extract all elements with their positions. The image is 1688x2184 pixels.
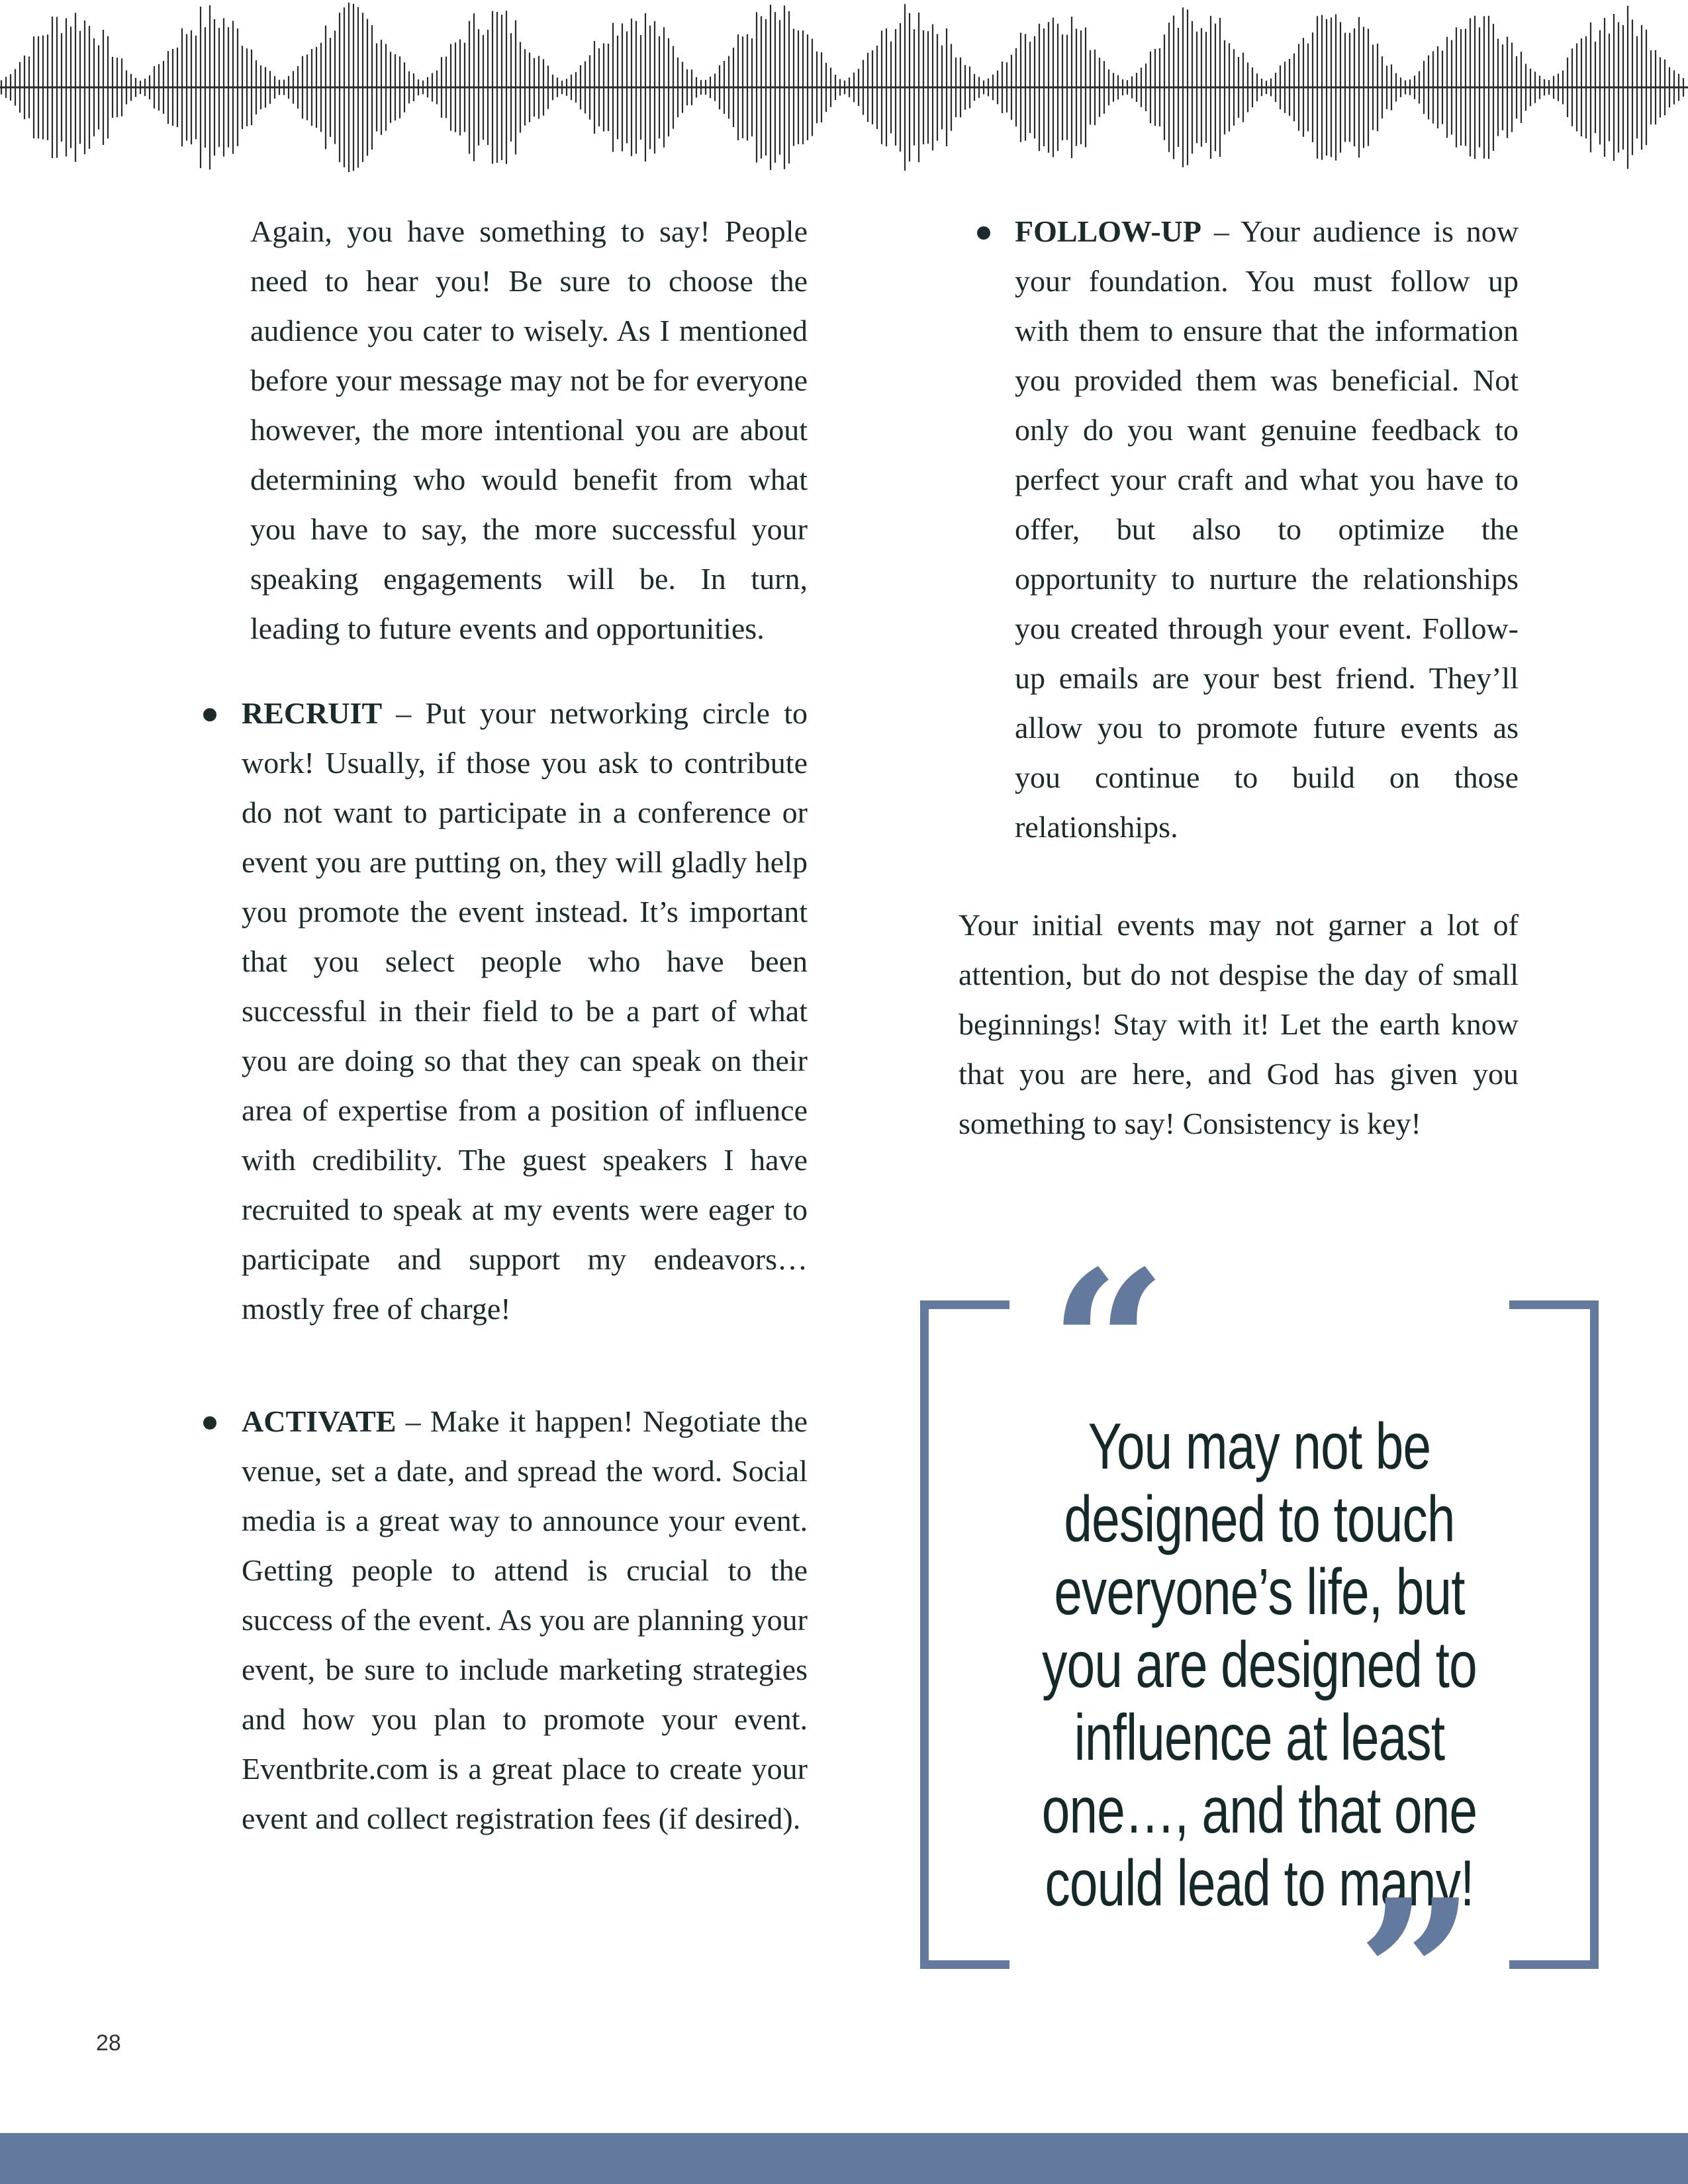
- bullet-text: – Your audience is now your foundation. You must follow up with them to ensure that the information you provided them was beneficial. Not only do you want genuine feedback to perfect your craft and what you have to offer, but also to optimize the opportunity to nurture the relationships you created through your event. Follow-up emails are your best friend. They’ll allow you to promote future events as you continue to build on those relationships.: [1015, 214, 1519, 844]
- sound-wave-banner: [0, 0, 1688, 172]
- right-column: [959, 206, 1519, 1148]
- bullet-activate: [199, 1396, 808, 1843]
- left-bullet-list: [199, 688, 808, 1843]
- left-column: [199, 206, 808, 1843]
- bullet-text: – Make it happen! Negotiate the venue, set a date, and spread the word. Social media is a great way to announce your event. Getting people to attend is crucial to the success of the event. As you are planning your event, be sure to include marketing strategies and how you plan to promote your event. Eventbrite.com is a great place to create your event and collect registration fees (if desired).: [242, 1404, 808, 1835]
- page-number: 28: [96, 2030, 121, 2056]
- pull-quote: [920, 1226, 1599, 2096]
- bullet-dot-icon: [203, 708, 216, 721]
- bullet-term: RECRUIT: [242, 696, 383, 730]
- right-bullet-list: [959, 206, 1519, 852]
- footer-bar: [0, 2133, 1688, 2184]
- intro-paragraph: Again, you have something to say! People need to hear you! Be sure to choose the audience you cater to wisely. As I mentioned before your message may not be for everyone however, the more intentional you are about determining who would benefit from what you have to say, the more successful your speaking engagements will be. In turn, leading to future events and opportunities.: [250, 214, 808, 645]
- pull-quote-text: You may not be designed to touch everyone’s life, but you are designed to influence at least one…, and that one could lead to many!: [1041, 1410, 1477, 1919]
- bullet-text: – Put your networking circle to work! Usually, if those you ask to contribute do not want to participate in a conference or event you are putting on, they will gladly help you promote the event instead. It’s important that you select people who have been successful in their field to be a part of what you are doing so that they can speak on their area of expertise from a position of influence with credibility. The guest speakers I have recruited to speak at my events were eager to participate and support my endeavors… mostly free of charge!: [242, 696, 808, 1326]
- bullet-term: FOLLOW-UP: [1015, 214, 1201, 248]
- bullet-follow-up: [959, 206, 1519, 852]
- close-quote-icon: ”: [1357, 1855, 1476, 2096]
- closing-paragraph: Your initial events may not garner a lot of attention, but do not despise the day of small beginnings! Stay with it! Let the earth know that you are here, and God has given you something to say! Consistency is key!: [959, 908, 1519, 1140]
- open-quote-icon: “: [1049, 1226, 1168, 1467]
- bullet-recruit: [199, 688, 808, 1334]
- bullet-term: ACTIVATE: [242, 1404, 397, 1438]
- bullet-dot-icon: [203, 1416, 216, 1430]
- bullet-dot-icon: [977, 226, 990, 240]
